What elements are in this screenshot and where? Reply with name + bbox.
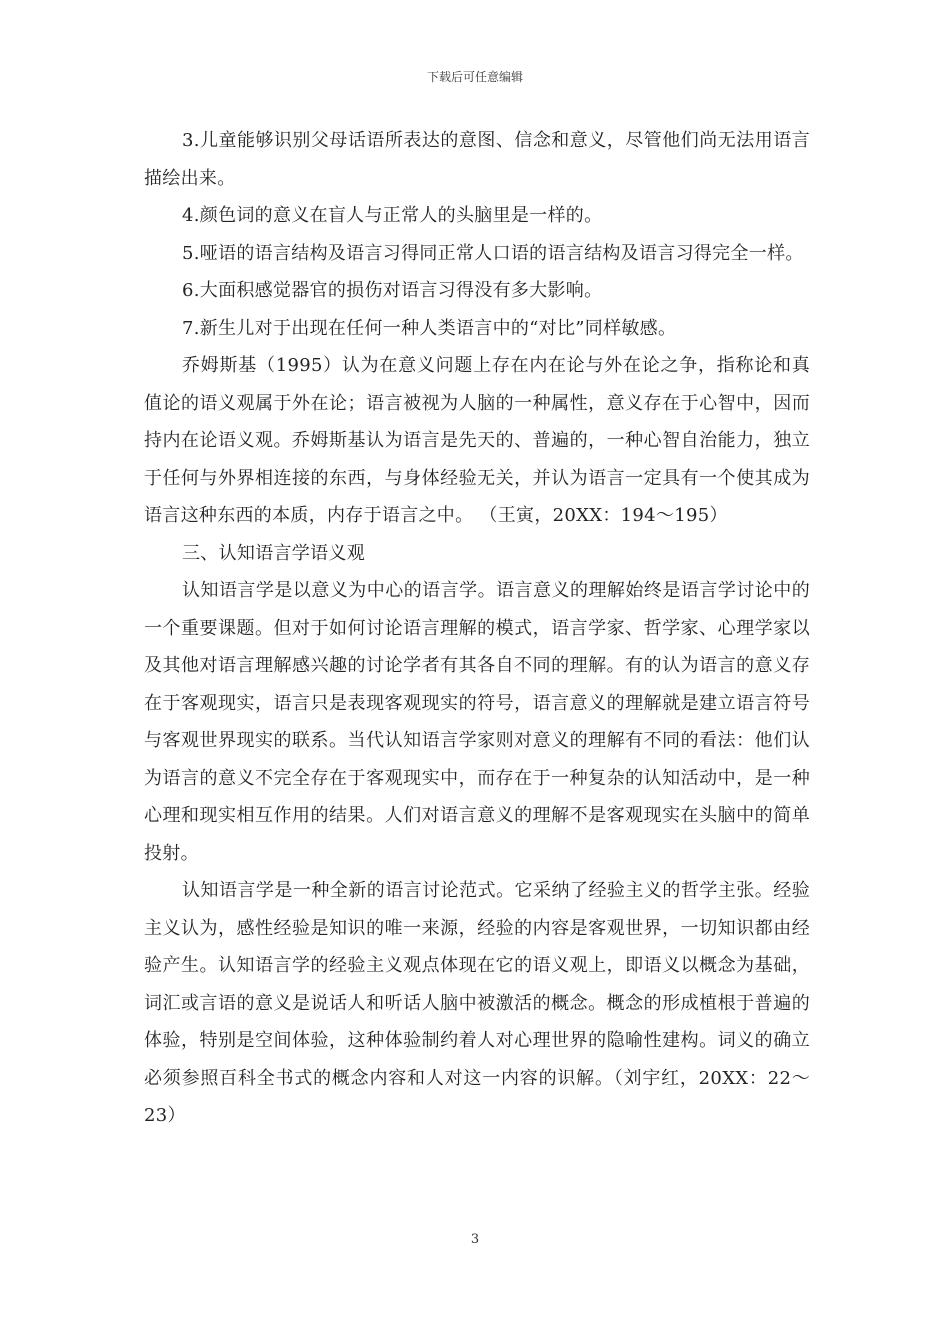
list-item-4: 4.颜色词的意义在盲人与正常人的头脑里是一样的。	[182, 205, 603, 226]
paragraph-chomsky: 乔姆斯基（1995）认为在意义问题上存在内在论与外在论之争，指称论和真值论的语义观属于外在论；语言被视为人脑的一种属性，意义存在于心智中，因而持内在论语义观。乔姆斯基认为语言是先天的、普遍的，一种心智自治能力，独立于任何与外界相连接的东西，与身体经验无关，并认为语言一定具有一个使其成为语言这种东西的本质，内存于语言之中。 （王寅，20XX：194～195）	[144, 355, 810, 526]
list-item-5: 5.哑语的语言结构及语言习得同正常人口语的语言结构及语言习得完全一样。	[182, 242, 804, 264]
paragraph-cognitive-linguistics: 认知语言学是以意义为中心的语言学。语言意义的理解始终是语言学讨论中的一个重要课题。但对于如何讨论语言理解的模式，语言学家、哲学家、心理学家以及其他对语言理解感兴趣的讨论学者有其各自不同的理解。有的认为语言的意义存在于客观现实，语言只是表现客观现实的符号，语言意义的理解就是建立语言符号与客观世界现实的联系。当代认知语言学家则对意义的理解有不同的看法：他们认为语言的意义不完全存在于客观现实中，而存在于一种复杂的认知活动中，是一种心理和现实相互作用的结果。人们对语言意义的理解不是客观现实在头脑中的简单投射。	[144, 580, 810, 864]
list-item-3: 3.儿童能够识别父母话语所表达的意图、信念和意义，尽管他们尚无法用语言描绘出来。	[144, 130, 810, 189]
page-number: 3	[470, 1232, 480, 1247]
list-item-6: 6.大面积感觉器官的损伤对语言习得没有多大影响。	[182, 280, 603, 301]
section-heading: 三、认知语言学语义观	[182, 542, 365, 564]
document-body	[144, 122, 810, 1135]
list-item-7: 7.新生儿对于出现在任何一种人类语言中的“对比”同样敏感。	[182, 317, 677, 339]
page-header: 下载后可任意编辑	[426, 70, 523, 84]
paragraph-experientialism: 认知语言学是一种全新的语言讨论范式。它采纳了经验主义的哲学主张。经验主义认为，感性经验是知识的唯一来源，经验的内容是客观世界，一切知识都由经验产生。认知语言学的经验主义观点体现在它的语义观上，即语义以概念为基础，词汇或言语的意义是说话人和听话人脑中被激活的概念。概念的形成植根于普遍的体验，特别是空间体验，这种体验制约着人对心理世界的隐喻性建构。词义的确立必须参照百科全书式的概念内容和人对这一内容的识解。（刘宇红，20XX：22～23）	[144, 880, 810, 1126]
